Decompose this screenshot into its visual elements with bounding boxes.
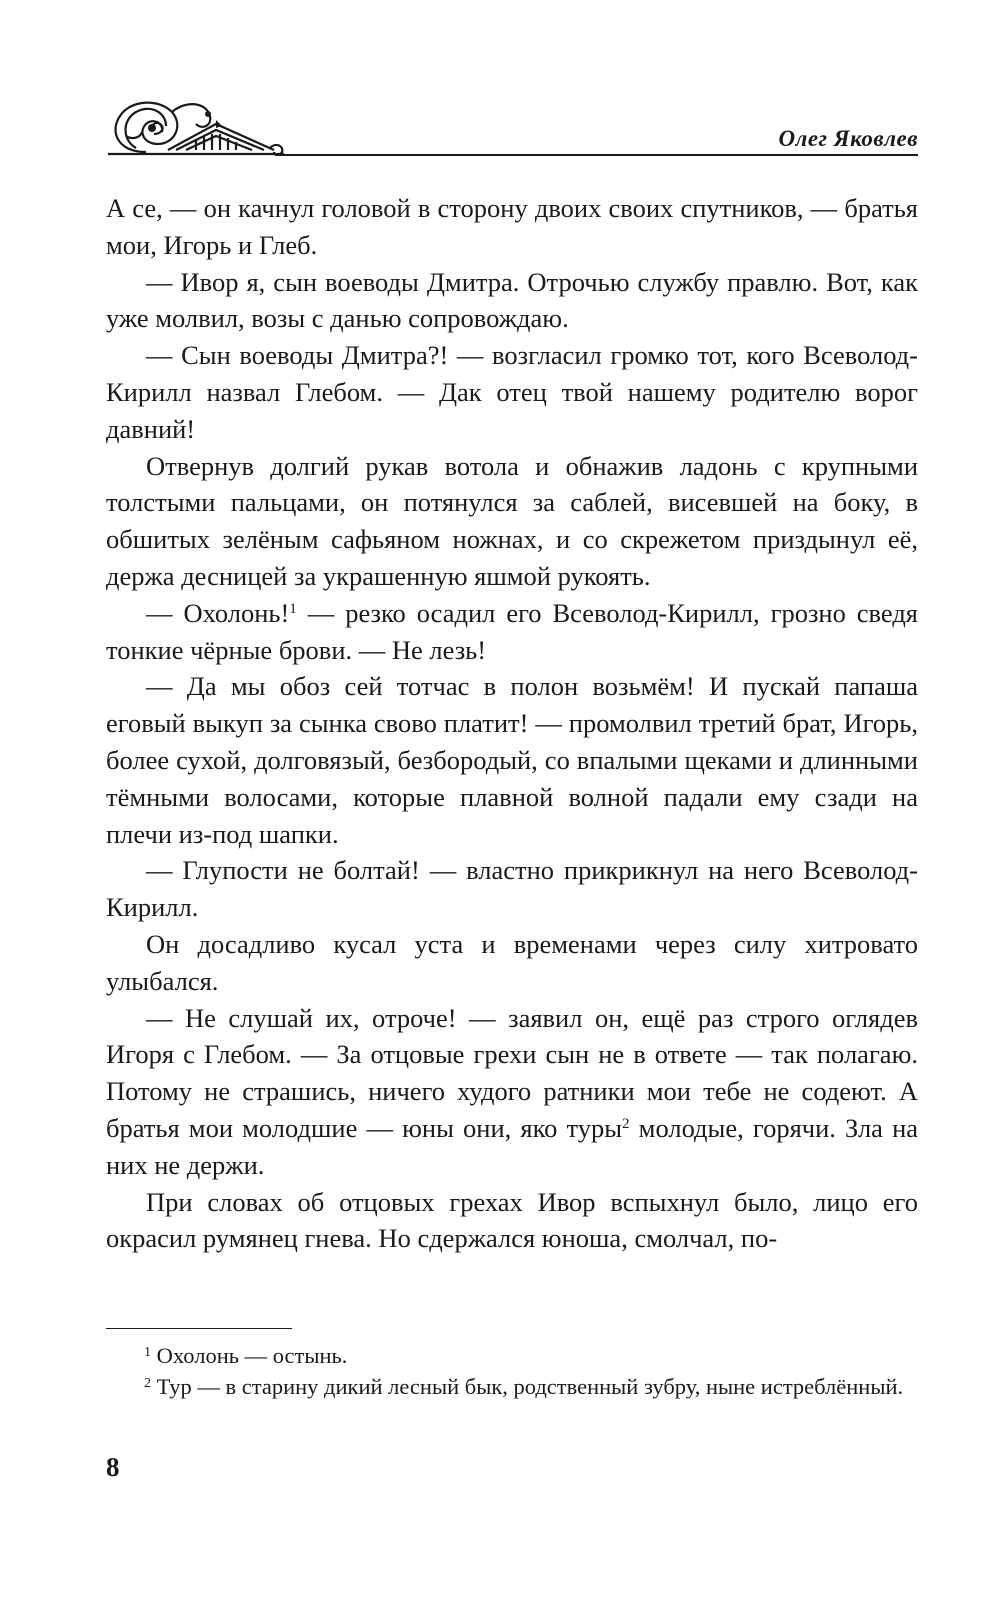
paragraph: — Сын воеводы Дмитра?! — возгласил громко тот, кого Всеволод-Кирилл назвал Глебом. — Дак отец твой нашему родителю ворог давний! xyxy=(106,340,918,444)
running-header xyxy=(106,90,918,160)
paragraph xyxy=(106,595,918,669)
paragraph-text: — Охолонь! xyxy=(146,597,290,628)
paragraph: При словах об отцовых грехах Ивор вспыхнул было, лицо его окрасил румянец гнева. Но сдержался юноша, смолчал, по- xyxy=(106,1186,918,1254)
paragraph-text: молодые, горячи. Зла на них не держи. xyxy=(106,1112,919,1180)
footnote xyxy=(106,1340,918,1371)
footnotes xyxy=(106,1340,918,1402)
paragraph: — Да мы обоз сей тотчас в полон возьмём! И пускай папаша еговый выкуп за сынка свово платит! — промолвил третий брат, Игорь, более сухой, долговязый, безбородый, со впалыми щеками и длинными тёмными волосами, которые плавной волной падали ему сзади на плечи из-под шапки. xyxy=(106,671,918,849)
paragraph-text: — Не слушай их, отроче! — заявил он, ещё раз строго оглядев Игоря с Глебом. — За отцовые грехи сын не в ответе — так полагаю. Потому не страшись, ничего худого ратники мои тебе не содеют. А братья мои молодшие — юны они, яко туры xyxy=(106,1002,918,1143)
page-number: 8 xyxy=(106,1452,120,1482)
body-text xyxy=(106,190,918,1257)
footnote-ref: 1 xyxy=(289,600,297,617)
ornament-icon xyxy=(106,90,286,160)
footnote-text: Тур — в старину дикий лесный бык, родственный зубру, ныне истреблённый. xyxy=(156,1374,904,1399)
paragraph: Отвернув долгий рукав вотола и обнажив ладонь с крупными толстыми пальцами, он потянулся за саблей, висевшей на боку, в обшитых зелёным сафьяном ножнах, и со скрежетом приздынул её, держа десницей за украшенную яшмой рукоять. xyxy=(106,450,918,591)
paragraph-text: — резко осадил его Всеволод-Кирилл, грозно сведя тонкие чёрные брови. — Не лезь! xyxy=(106,597,918,665)
footnote-ref: 2 xyxy=(622,1115,630,1132)
footnote-mark: 1 xyxy=(144,1345,151,1360)
paragraph: Он досадливо кусал уста и временами через силу хитровато улыбался. xyxy=(106,928,918,996)
footnote-mark: 2 xyxy=(144,1376,151,1391)
paragraph xyxy=(106,1000,918,1184)
header-rule xyxy=(276,154,918,156)
footnote-text: Охолонь — остынь. xyxy=(156,1343,348,1368)
paragraph: А се, — он качнул головой в сторону двоих своих спутников, — братья мои, Игорь и Глеб. xyxy=(106,193,918,260)
footnote xyxy=(106,1371,918,1402)
paragraph: — Ивор я, сын воеводы Дмитра. Отрочью службу правлю. Вот, как уже молвил, возы с данью сопровождаю. xyxy=(106,266,918,334)
author-name: Олег Яковлев xyxy=(778,126,918,151)
footnote-divider xyxy=(106,1328,292,1329)
paragraph: — Глупости не болтай! — властно прикрикнул на него Всеволод-Кирилл. xyxy=(106,855,918,923)
